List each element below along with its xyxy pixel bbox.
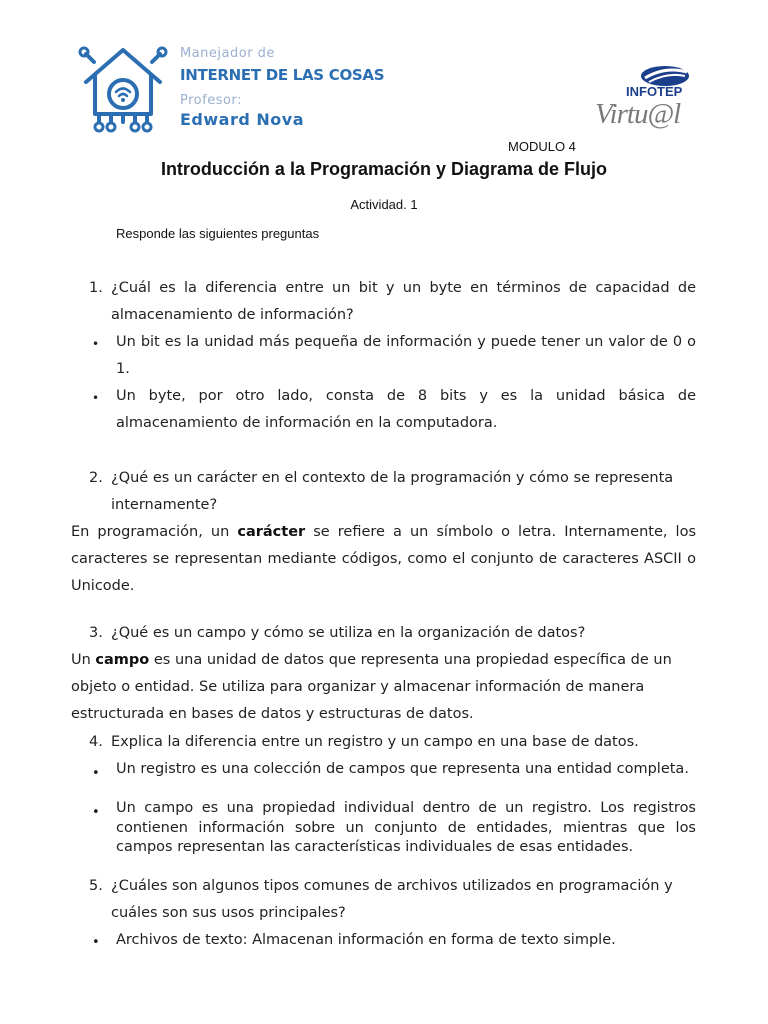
bullet-icon: • [92,935,100,950]
page-title: Introducción a la Programación y Diagrama de Flujo [160,159,608,179]
question-number: 3. [89,625,103,641]
bullet-icon: • [92,391,100,405]
question-text: Explica la diferencia entre un registro y un campo en una base de datos. [111,734,639,750]
question-number: 5. [89,878,103,894]
answer-bullet: Archivos de texto: Almacenan información en forma de texto simple. [116,932,616,948]
module-label: MODULO 4 [508,139,576,154]
iot-course-logo [78,42,385,138]
infotep-wordmark: INFOTEP [626,84,683,99]
answer-bullet: Un byte, por otro lado, consta de 8 bits y es la unidad básica de almacenamiento de información en la computadora. [116,388,696,431]
question-text: ¿Cuál es la diferencia entre un bit y un byte en términos de capacidad de almacenamiento de información? [111,280,696,323]
logo-professor-label: Profesor: [180,93,242,108]
logo-course-prefix: Manejador de [180,46,275,61]
logo-professor-name: Edward Nova [180,110,304,129]
smart-home-icon [78,42,168,138]
instruction-text: Responde las siguientes preguntas [116,226,320,241]
question-text: ¿Cuáles son algunos tipos comunes de archivos utilizados en programación y cuáles son sus usos principales? [111,878,673,921]
question-text: ¿Qué es un carácter en el contexto de la programación y cómo se representa internamente? [111,470,674,513]
logo-course-name: INTERNET DE LAS COSAS [180,66,385,84]
bullet-icon: • [92,337,100,351]
question-number: 4. [89,734,103,750]
answer-paragraph: Un campo es una unidad de datos que representa una propiedad específica de un objeto o entidad. Se utiliza para organizar y almacenar información de manera estructurada en bases de datos y estructuras de datos. [71,652,672,722]
bullet-icon: • [92,805,100,820]
bold-term: carácter [237,524,306,540]
question-text: ¿Qué es un campo y cómo se utiliza en la organización de datos? [111,625,586,641]
answer-bullet: Un bit es la unidad más pequeña de información y puede tener un valor de 0 o 1. [116,334,696,377]
infotep-virtual-logo [583,62,701,132]
question-number: 1. [89,280,103,296]
virtual-wordmark: Virtu@l [595,98,681,130]
bullet-icon: • [92,766,100,781]
answer-bullet: Un campo es una propiedad individual dentro de un registro. Los registros contienen información sobre un conjunto de entidades, mientras que los campos representan las características individuales de esas entidades. [116,800,696,855]
answer-paragraph: En programación, un carácter se refiere a un símbolo o letra. Internamente, los caracteres se representan mediante códigos, como el conjunto de caracteres ASCII o Unicode. [71,524,697,594]
bold-term: campo [95,652,150,668]
question-number: 2. [89,470,103,486]
answer-bullet: Un registro es una colección de campos que representa una entidad completa. [116,761,689,777]
activity-label: Actividad. 1 [350,197,418,212]
